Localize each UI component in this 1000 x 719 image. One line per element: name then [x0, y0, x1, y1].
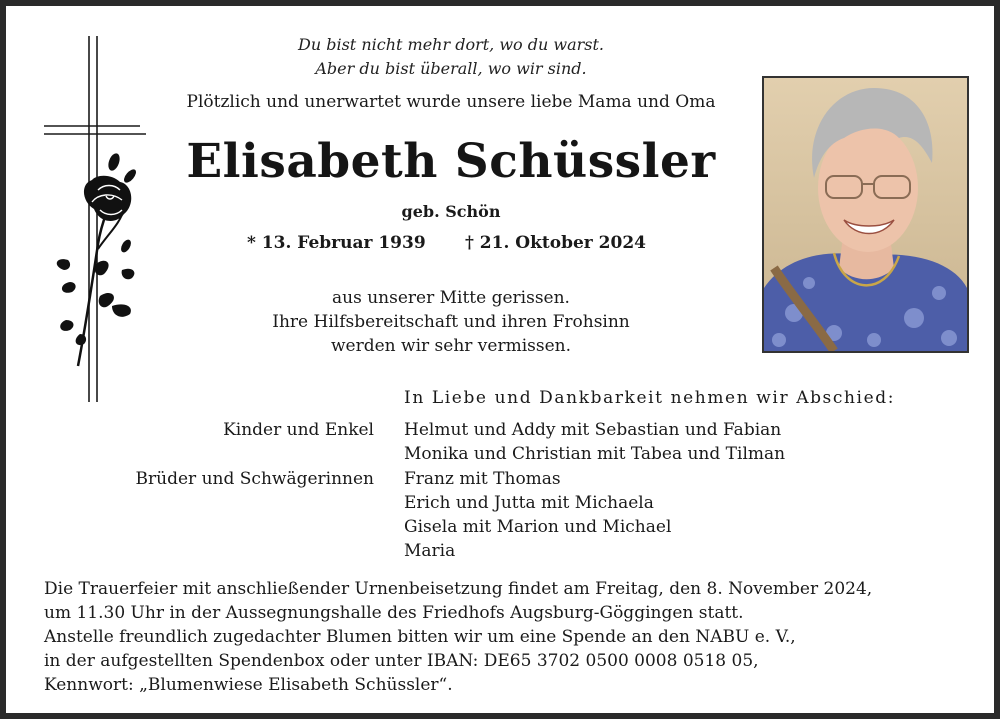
service-line-2: um 11.30 Uhr in der Aussegnungshalle des Friedhofs Augsburg-Göggingen statt. — [44, 603, 744, 623]
service-line-3: Anstelle freundlich zugedachter Blumen bitten wir um eine Spende an den NABU e. V., — [44, 627, 796, 647]
birth-date: * 13. Februar 1939 — [247, 233, 426, 253]
mourner-line: Maria — [404, 541, 456, 561]
farewell-line: In Liebe und Dankbarkeit nehmen wir Abschied: — [404, 388, 896, 408]
poem-line-3: werden wir sehr vermissen. — [330, 336, 572, 356]
deceased-name: Elisabeth Schüssler — [186, 134, 716, 189]
mourner-line: Erich und Jutta mit Michaela — [404, 493, 654, 513]
poem-line-1: aus unserer Mitte gerissen. — [332, 288, 570, 308]
mourner-line: Gisela mit Marion und Michael — [404, 517, 672, 537]
mourner-group-label-children: Kinder und Enkel — [223, 420, 374, 440]
service-line-4: in der aufgestellten Spendenbox oder unter IBAN: DE65 3702 0500 0008 0518 05, — [44, 651, 759, 671]
poem-line-2: Ihre Hilfsbereitschaft und ihren Frohsinn — [272, 312, 630, 332]
quote-line-2: Aber du bist überall, wo wir sind. — [315, 59, 587, 78]
birth-name: geb. Schön — [401, 202, 501, 221]
mourner-line: Franz mit Thomas — [404, 469, 561, 489]
death-date: † 21. Oktober 2024 — [465, 233, 646, 253]
portrait-photo — [762, 76, 969, 353]
cross-with-rose-icon — [42, 34, 152, 406]
mourner-line: Monika und Christian mit Tabea und Tilman — [404, 444, 786, 464]
quote-line-1: Du bist nicht mehr dort, wo du warst. — [298, 35, 604, 54]
mourner-group-label-siblings: Brüder und Schwägerinnen — [135, 469, 374, 489]
portrait-image — [764, 78, 967, 351]
service-line-5: Kennwort: „Blumenwiese Elisabeth Schüssler“. — [44, 675, 453, 695]
service-line-1: Die Trauerfeier mit anschließender Urnenbeisetzung findet am Freitag, den 8. November 2024, — [44, 579, 873, 599]
intro-text: Plötzlich und unerwartet wurde unsere liebe Mama und Oma — [186, 92, 716, 112]
mourner-line: Helmut und Addy mit Sebastian und Fabian — [404, 420, 782, 440]
